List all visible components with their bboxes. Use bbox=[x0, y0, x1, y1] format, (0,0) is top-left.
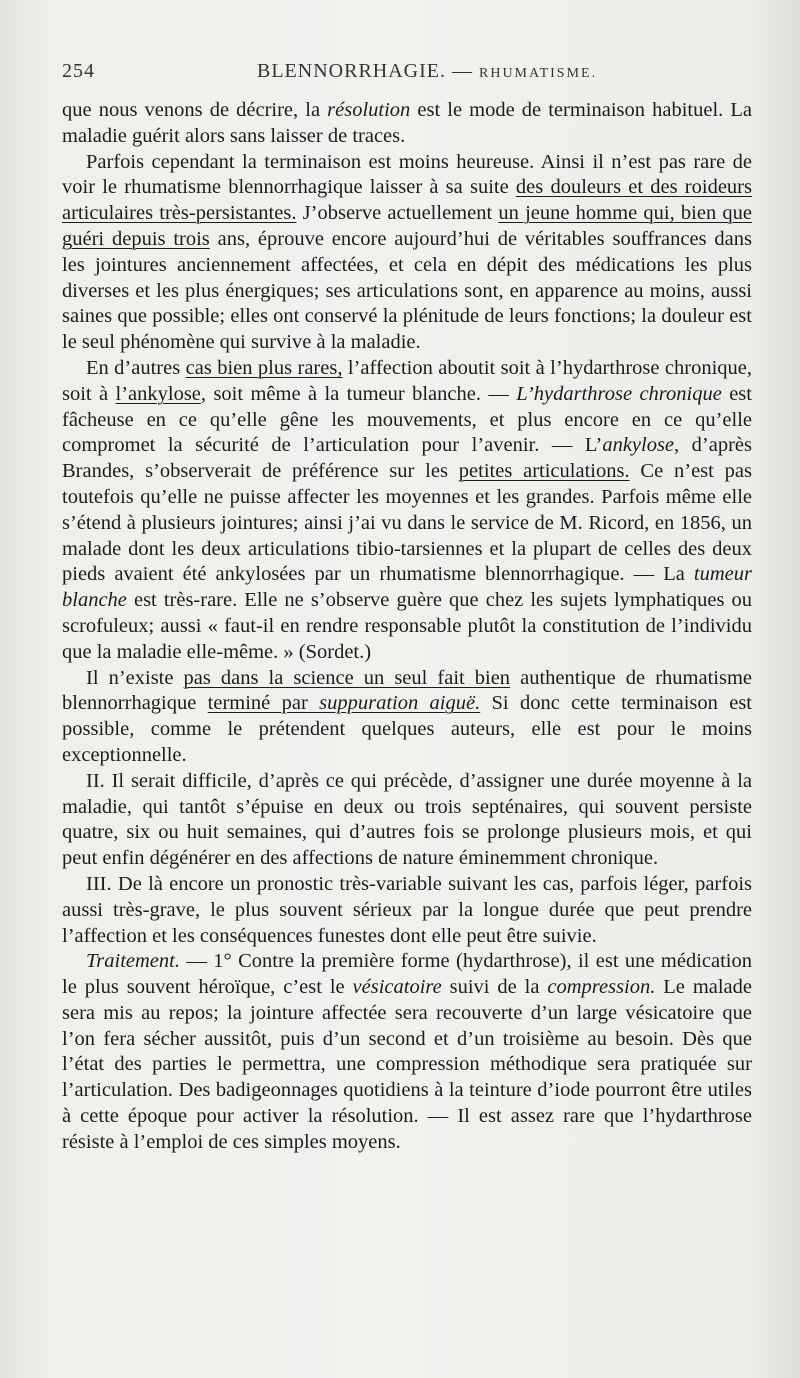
page-number: 254 bbox=[62, 60, 95, 82]
italic-term: L’hydarthrose chronique bbox=[516, 382, 722, 405]
underlined-text: des douleurs et des roideurs articulaires très-persistantes. bbox=[62, 176, 752, 225]
text-run: suivi de la bbox=[441, 976, 548, 999]
text-run: , soit même à la tumeur blanche. — bbox=[200, 382, 517, 405]
text-run: ans, éprouve encore aujourd’hui de véritables souffrances dans les jointures anciennement affectées, et cela en dépit des médications les plus diverses et les plus énergiques; ses articulations sont, en apparence au moins, aussi saines que possible; elles ont conservé la plénitude de leurs fonctions; la douleur est le seul phénomène qui survive à la maladie. bbox=[62, 227, 752, 354]
body-text bbox=[62, 98, 752, 1156]
running-header bbox=[62, 58, 752, 88]
paragraph-pronostic: III. De là encore un pronostic très-variable suivant les cas, parfois léger, parfois aussi très-grave, le plus souvent sérieux par la longue durée que peut prendre l’affection et les conséquences funestes dont elle peut être suivie. bbox=[62, 872, 752, 947]
text-run: En d’autres bbox=[86, 356, 186, 379]
text-run: Il n’existe bbox=[86, 666, 184, 689]
text-run: Si donc cette terminaison est possible, comme le prétendent quelques auteurs, elle est pour le moins exceptionnelle. bbox=[62, 692, 752, 766]
underlined-text: petites articulations. bbox=[458, 460, 630, 483]
italic-term: compression. bbox=[547, 976, 656, 999]
underlined-text: l’ankylose bbox=[115, 382, 201, 405]
header-dash: — bbox=[452, 60, 473, 82]
italic-term: ankylose bbox=[602, 434, 675, 457]
paragraph-traitement bbox=[62, 949, 752, 1155]
text-run: que nous venons de décrire, la bbox=[62, 99, 328, 121]
text-run: est le mode de terminaison habituel. La maladie guérit alors sans laisser de traces. bbox=[62, 99, 752, 147]
italic-term: résolution bbox=[327, 99, 411, 121]
underlined-text: terminé par bbox=[207, 692, 320, 715]
paragraph-1 bbox=[62, 98, 752, 150]
underlined-text: pas dans la science un seul fait bien bbox=[183, 666, 511, 689]
underlined-text: cas bien plus rares, bbox=[185, 356, 343, 379]
text-run: l’affection aboutit soit à l’hydarthrose chronique, soit à bbox=[62, 356, 752, 405]
paragraph-2 bbox=[62, 150, 752, 356]
italic-term: suppuration aiguë. bbox=[319, 692, 481, 715]
text-run: — 1° Contre la première forme (hydarthrose), il est une médication le plus souvent héroïque, c’est le bbox=[62, 950, 752, 999]
paragraph-3 bbox=[62, 356, 752, 666]
paragraph-4 bbox=[62, 666, 752, 769]
header-title: BLENNORRHAGIE. bbox=[257, 60, 446, 82]
text-run: Le malade sera mis au repos; la jointure affectée sera recouverte d’un large vésicatoire que l’on fera sécher aussitôt, puis d’un second et d’un troisième au besoin. Dès que l’état des parties le permettra, une compression méthodique sera pratiquée sur l’articulation. Des badigeonnages quotidiens à la teinture d’iode pourront être utiles à cette époque pour activer la résolution. — Il est assez rare que l’hydarthrose résiste à l’emploi de ces simples moyens. bbox=[62, 976, 753, 1153]
text-run: J’observe actuellement bbox=[296, 202, 499, 225]
text-run: authentique de rhumatisme blennorrhagique bbox=[62, 666, 752, 715]
text-run: est très-rare. Elle ne s’observe guère que chez les sujets lymphatiques ou scrofuleux; aussi « faut-il en rendre responsable plutôt la constitution de l’individu que la maladie elle-même. » (Sordet.) bbox=[62, 589, 752, 663]
text-run: est fâcheuse en ce qu’elle gêne les mouvements, et plus encore en ce qu’elle compromet la sécurité de l’articulation pour l’avenir. — L’ bbox=[62, 382, 752, 457]
italic-term: vésicatoire bbox=[352, 976, 442, 999]
underlined-text: un jeune homme qui, bien que guéri depuis trois bbox=[62, 202, 752, 250]
paragraph-duree: II. Il serait difficile, d’après ce qui précède, d’assigner une durée moyenne à la maladie, qui tantôt s’épuise en deux ou trois septénaires, qui souvent persiste quatre, six ou huit semaines, qui d’autres fois se prolonge plusieurs mois, et qui peut enfin dégénérer en des affections de nature éminemment chronique. bbox=[62, 769, 752, 870]
text-run: Ce n’est pas toutefois qu’elle ne puisse affecter les moyennes et les grandes. Parfois même elle s’étend à plusieurs jointures; ainsi j’ai vu dans le service de M. Ricord, en 1856, un malade dont les deux articulations tibio-tarsiennes et la plupart de celles des deux pieds avaient été ankylosées par un rhumatisme blennorrhagique. — La bbox=[62, 460, 753, 586]
text-run: , d’après Brandes, s’observerait de préférence sur les bbox=[62, 434, 752, 483]
text-run: Parfois cependant la terminaison est moins heureuse. Ainsi il n’est pas rare de voir le rhumatisme blennorrhagique laisser à sa suite bbox=[62, 150, 752, 199]
italic-term: tumeur blanche bbox=[62, 563, 752, 612]
section-heading: Traitement. bbox=[86, 950, 180, 973]
running-title bbox=[257, 60, 597, 83]
header-subtitle: RHUMATISME. bbox=[479, 66, 598, 81]
